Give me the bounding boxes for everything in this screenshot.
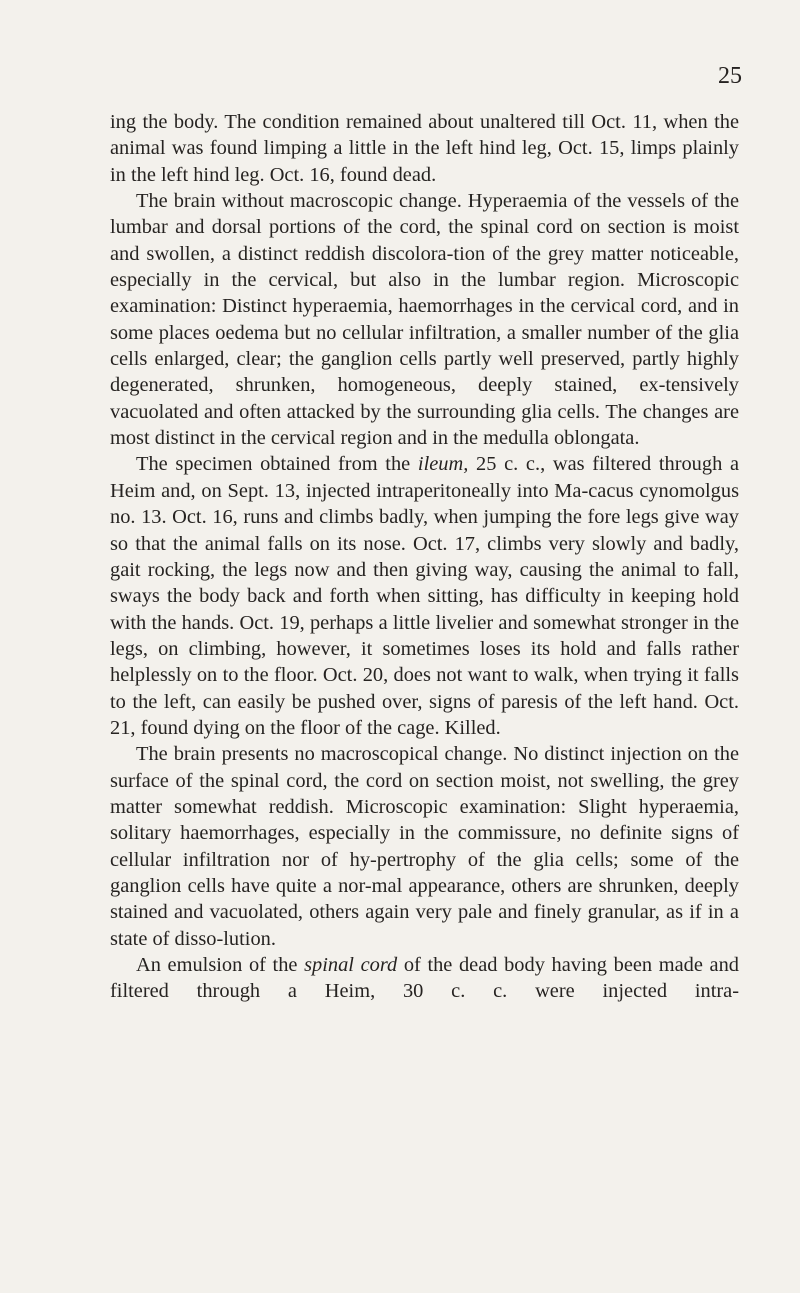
paragraph-5-lead: An emulsion of the bbox=[136, 954, 305, 976]
paragraph-4: The brain presents no macroscopical change. No distinct injection on the surface of the spinal cord, the cord on section moist, not swelling, the grey matter somewhat reddish. Microscopic examination: Slight hyperaemia, solitary haemorrhages, especially in the commissure, no definite signs of cellular infiltration nor of hy-pertrophy of the glia cells; some of the ganglion cells have quite a nor-mal appearance, others are shrunken, deeply stained and vacuolated, others again very pale and finely granular, as if in a state of disso-lution. bbox=[110, 743, 739, 950]
paragraph-5-italic-term: spinal cord bbox=[304, 954, 398, 976]
paragraph-5 bbox=[110, 952, 739, 1005]
paragraph-1: ing the body. The condition remained about unaltered till Oct. 11, when the animal was found limping a little in the left hind leg, Oct. 15, limps plainly in the left hind leg. Oct. 16, found dead. bbox=[110, 111, 739, 186]
paragraph-3-rest: 25 c. c., was filtered through a Heim and, on Sept. 13, injected intraperitoneally into Ma-cacus cynomolgus no. 13. Oct. 16, runs and climbs badly, when jumping the fore legs give way so that the animal falls on its nose. Oct. 17, climbs very slowly and badly, gait rocking, the legs now and then giving way, causing the animal to fall, sways the body back and forth when sitting, has difficulty in keeping hold with the hands. Oct. 19, perhaps a little livelier and somewhat stronger in the legs, on climbing, however, it sometimes loses its hold and falls rather helplessly on to the floor. Oct. 20, does not want to walk, when trying it falls to the left, can easily be pushed over, signs of paresis of the left hand. Oct. 21, found dying on the floor of the cage. Killed. bbox=[110, 453, 739, 739]
body-text bbox=[110, 109, 739, 1005]
paragraph-3-italic-term: ileum, bbox=[417, 453, 469, 476]
paragraph-2: The brain without macroscopic change. Hyperaemia of the vessels of the lumbar and dorsal portions of the cord, the spinal cord on section is moist and swollen, a distinct reddish discolora-tion of the grey matter noticeable, especially in the cervical, but also in the lumbar region. Microscopic examination: Distinct hyperaemia, haemorrhages in the cervical cord, and in some places oedema but no cellular infiltration, a smaller number of the glia cells enlarged, clear; the ganglion cells partly well preserved, partly highly degenerated, shrunken, homogeneous, deeply stained, ex-tensively vacuolated and often attacked by the surrounding glia cells. The changes are most distinct in the cervical region and in the medulla oblongata. bbox=[110, 190, 739, 450]
paragraph-3-lead: The specimen obtained from the bbox=[136, 453, 418, 476]
page-number: 25 bbox=[718, 63, 742, 89]
paragraph-5-rest: of the dead body having been made and filtered through a Heim, 30 c. c. were injected intra- bbox=[110, 954, 739, 1003]
paragraph-3 bbox=[110, 451, 739, 741]
